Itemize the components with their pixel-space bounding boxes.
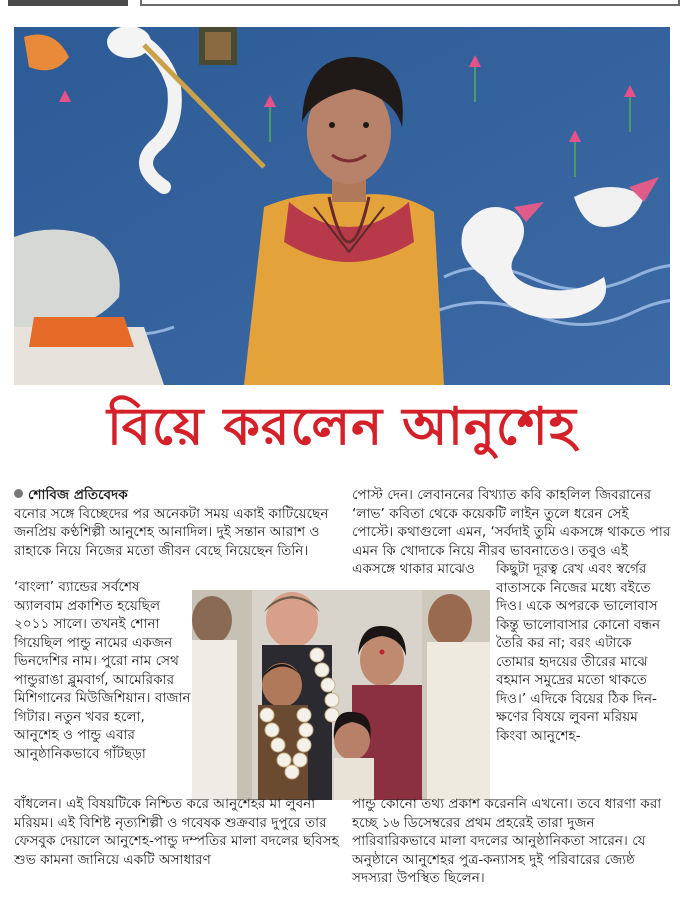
article-column-right-bottom: [352, 795, 672, 888]
wedding-illustration: [192, 590, 490, 800]
paragraph-band: ‘বাংলা’ ব্যান্ডের সর্বশেষ অ্যালবাম প্রকাশিত হয়েছিল ২০১১ সালে। তখনই শোনা গিয়েছিল পান্ডু নামের একজন ভিনদেশির নাম। পুরো নাম সেথ পান্ডুরাঙা ব্লুমবার্গ, আমেরিকার মিশিগানের মিউজিশিয়ান। বাজান গিটার। নতুন খবর হলো, আনুশেহ ও পান্ডু এবার আনুষ্ঠানিকভাবে গাঁটছড়া: [14, 579, 191, 762]
headline: বিয়ে করলেন আনুশেহ: [107, 396, 577, 457]
paragraph-poem: কিছুটা দূরত্ব রেখ এবং স্বর্গের বাতাসকে নিজের মধ্যে বইতে দিও। একে অপরকে ভালোবাস কিন্তু ভালোবাসার কোনো বন্ধন তৈরি কর না; বরং এটাকে তোমার হৃদয়ের তীরের মাঝে বহমান সমুদ্রের মতো থাকতে দিও।’ এদিকে বিয়ের ঠিক দিন-ক্ষণের বিষয়ে লুবনা মরিয়ম কিংবা আনুশেহ-: [496, 561, 661, 744]
main-photo-portrait: [14, 27, 670, 385]
top-rule-right: [140, 0, 680, 6]
article-column-left-narrow: [14, 578, 192, 763]
bullet-icon: [14, 489, 23, 498]
article-column-right-narrow: [496, 560, 672, 745]
paragraph-ceremony: পান্ডু কোনো তথ্য প্রকাশ করেননি এখনো। তবে ধারণা করা হচ্ছে ১৬ ডিসেম্বরের প্রথম প্রহরেই তারা দুজন পারিবারিকভাবে মালা বদলের আনুষ্ঠানিকতা সারেন। যে অনুষ্ঠানে আনুশেহর পুত্র-কন্যাসহ দুই পরিবারের জ্যেষ্ঠ সদস্যরা উপস্থিত ছিলেন।: [352, 796, 662, 886]
article-column-left-top: [14, 486, 344, 560]
portrait-illustration: [14, 27, 670, 385]
paragraph-intro: বনোর সঙ্গে বিচ্ছেদের পর অনেকটা সময় একাই কাটিয়েছেন জনপ্রিয় কণ্ঠশিল্পী আনুশেহ আনাদিল। দুই সন্তান আরাশ ও রাহাকে নিয়ে নিজের মতো জীবন বেছে নিয়েছেন তিনি।: [14, 505, 329, 559]
page-top-rule: [0, 0, 684, 14]
paragraph-confirmation: বাঁধলেন। এই বিষয়টিকে নিশ্চিত করে আনুশেহর মা লুবনা মরিয়ম। এই বিশিষ্ট নৃত্যশিল্পী ও গবেষক শুক্রবার দুপুরে তার ফেসবুক দেয়ালে আনুশেহ-পান্ডু দম্পতির মালা বদলের ছবিসহ শুভ কামনা জানিয়ে একটি অসাধারণ: [14, 796, 339, 868]
byline: [14, 486, 344, 505]
wedding-photo: [192, 590, 490, 800]
byline-text: শোবিজ প্রতিবেদক: [28, 487, 128, 503]
article-column-left-bottom: [14, 795, 344, 869]
paragraph-post: পোস্ট দেন। লেবাননের বিখ্যাত কবি কাহলিল জিবরানের ‘লাভ’ কবিতা থেকে কয়েকটি লাইন তুলে ধরেন সেই পোস্টে। কথাগুলো এমন, ‘সর্বদাই তুমি একসঙ্গে থাকতে পার এমন কি খোদাকে নিয়ে নীরব ভাবনাতেও। তবুও এই একসঙ্গে থাকার মাঝেও: [352, 487, 671, 577]
top-rule-left: [8, 0, 128, 6]
